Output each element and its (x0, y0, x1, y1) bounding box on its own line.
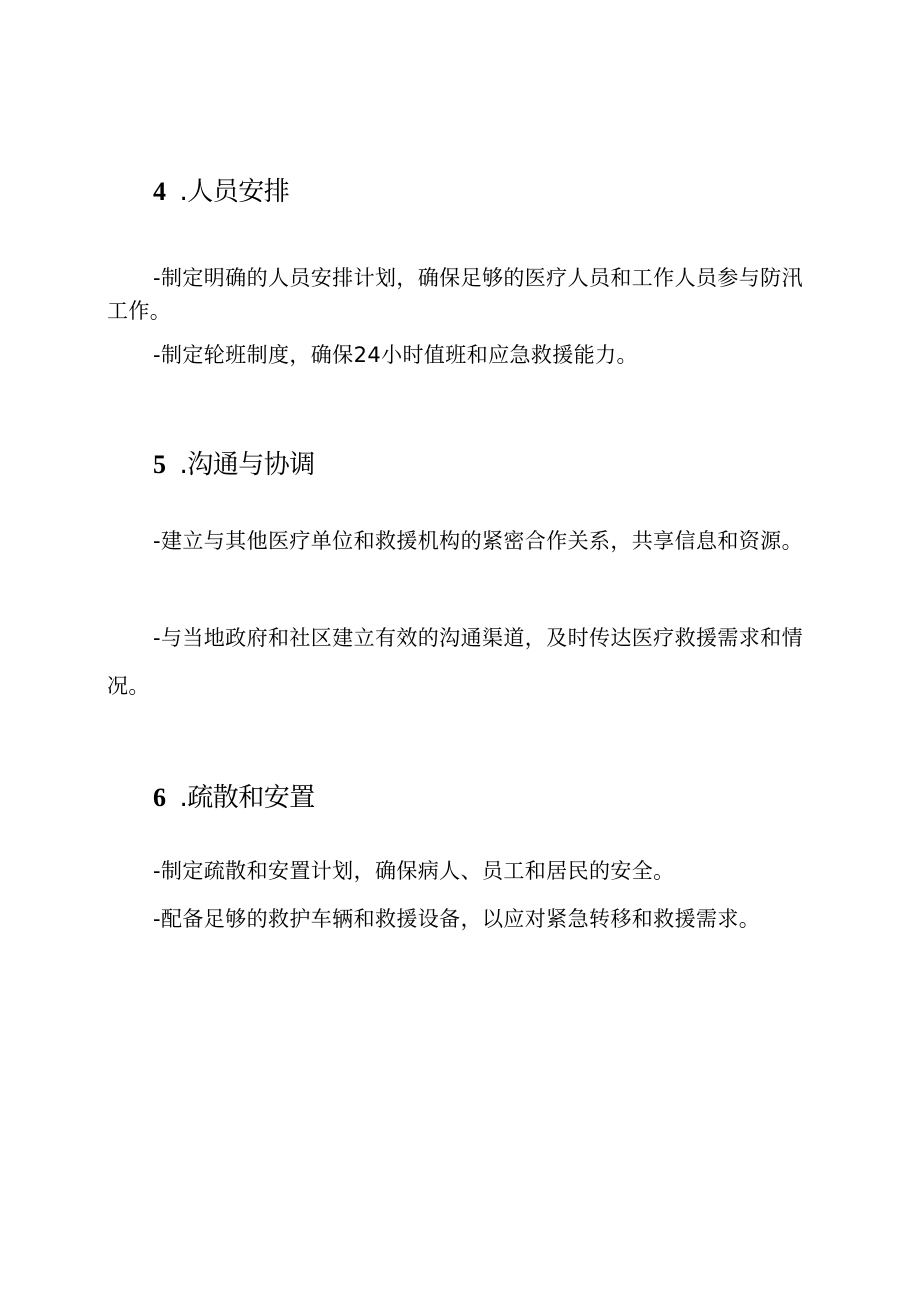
paragraph: -建立与其他医疗单位和救援机构的紧密合作关系，共享信息和资源。 (153, 529, 803, 553)
section-number: 6 (153, 783, 166, 812)
section-heading-5 (153, 449, 315, 481)
section-title: .人员安排 (179, 177, 290, 207)
section-heading-4 (153, 176, 289, 208)
paragraph: -制定疏散和安置计划，确保病人、员工和居民的安全。 (153, 859, 675, 883)
section-title: .沟通与协调 (179, 450, 315, 480)
paragraph: -制定轮班制度，确保24小时值班和应急救援能力。 (153, 343, 638, 367)
paragraph: -与当地政府和社区建立有效的沟通渠道，及时传达医疗救援需求和情况。 (107, 626, 803, 698)
paragraph: -制定明确的人员安排计划，确保足够的医疗人员和工作人员参与防汛工作。 (107, 266, 803, 323)
paragraph: -配备足够的救护车辆和救援设备，以应对紧急转移和救援需求。 (153, 907, 761, 931)
section-title: .疏散和安置 (179, 783, 315, 813)
section-number: 4 (153, 177, 166, 206)
section-number: 5 (153, 450, 166, 479)
section-heading-6 (153, 782, 315, 814)
